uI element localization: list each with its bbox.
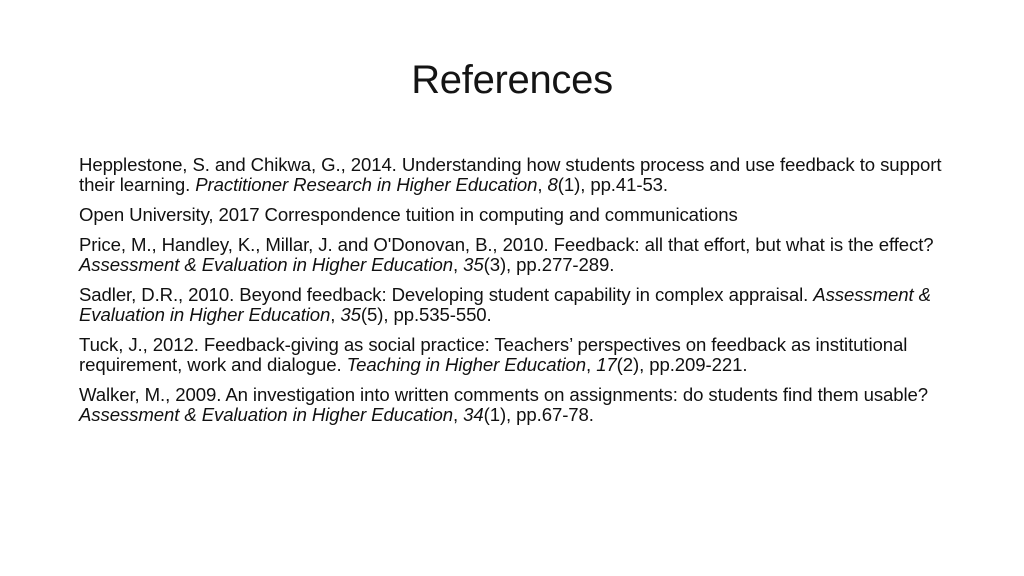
reference-item	[79, 285, 959, 325]
reference-pages: (3), pp.277-289.	[483, 254, 615, 275]
reference-separator: ,	[452, 404, 464, 425]
reference-text: Walker, M., 2009. An investigation into written comments on assignments: do students find them usable?	[79, 384, 929, 405]
reference-text: Price, M., Handley, K., Millar, J. and O'Donovan, B., 2010. Feedback: all that effort, but what is the effect?	[79, 234, 934, 255]
reference-pages: (1), pp.67-78.	[483, 404, 594, 425]
reference-journal: Practitioner Research in Higher Education	[195, 174, 538, 195]
reference-volume: 35	[463, 254, 484, 275]
reference-pages: (1), pp.41-53.	[557, 174, 668, 195]
reference-volume: 34	[463, 404, 484, 425]
reference-text: Tuck, J., 2012. Feedback-giving as social practice: Teachers’ perspectives on feedback as institutional requirement, work and dialogue.	[79, 334, 908, 375]
reference-item	[79, 235, 959, 275]
reference-volume: 17	[596, 354, 617, 375]
slide-title: References	[411, 58, 613, 102]
reference-separator: ,	[586, 354, 597, 375]
reference-journal: Teaching in Higher Education	[346, 354, 587, 375]
reference-separator: ,	[330, 304, 341, 325]
reference-text: Hepplestone, S. and Chikwa, G., 2014. Understanding how students process and use feedback to support their learning.	[79, 154, 942, 195]
reference-separator: ,	[452, 254, 464, 275]
reference-journal: Assessment & Evaluation in Higher Education	[79, 404, 453, 425]
reference-item	[79, 335, 959, 375]
reference-journal: Assessment & Evaluation in Higher Education	[79, 284, 931, 325]
reference-volume: 8	[547, 174, 558, 195]
reference-item	[79, 205, 959, 225]
reference-text: Open University, 2017 Correspondence tuition in computing and communications	[79, 204, 738, 225]
reference-volume: 35	[340, 304, 361, 325]
reference-item	[79, 155, 959, 195]
reference-item	[79, 385, 959, 425]
reference-separator: ,	[537, 174, 548, 195]
reference-journal: Assessment & Evaluation in Higher Education	[79, 254, 453, 275]
reference-pages: (5), pp.535-550.	[360, 304, 492, 325]
reference-list	[79, 155, 959, 435]
reference-text: Sadler, D.R., 2010. Beyond feedback: Developing student capability in complex appraisal.	[79, 284, 814, 305]
reference-pages: (2), pp.209-221.	[616, 354, 748, 375]
